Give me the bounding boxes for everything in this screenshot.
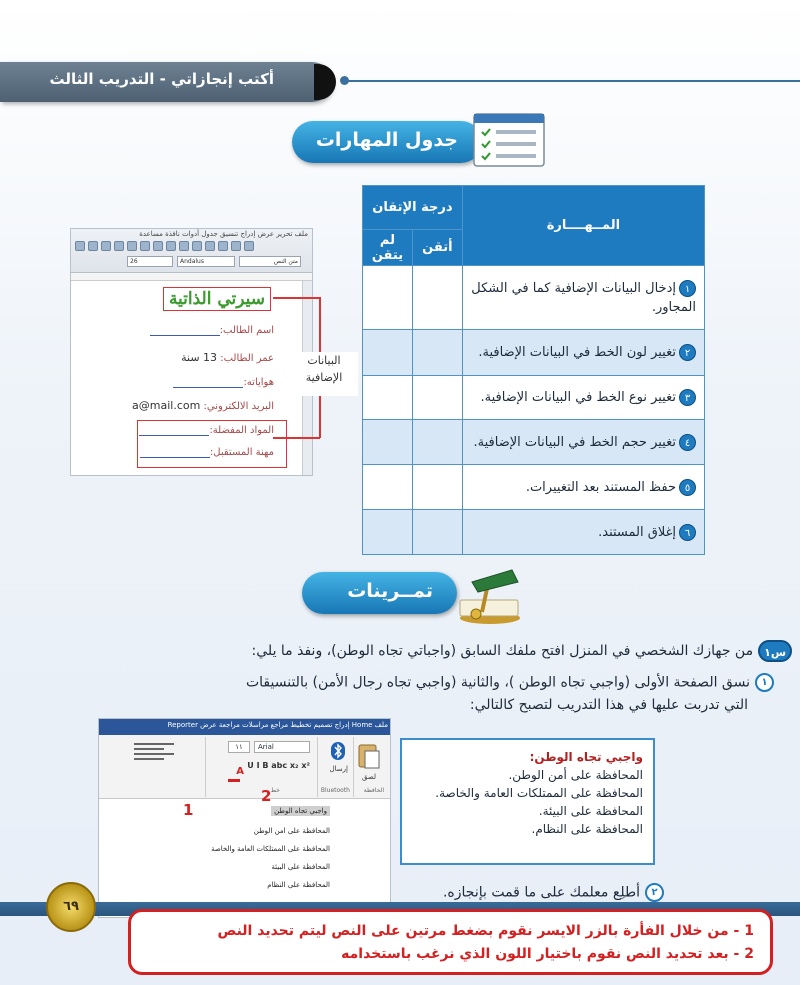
question-text: من جهازك الشخصي في المنزل افتح ملفك السابق (واجباتي تجاه الوطن)، ونفذ ما يلي: bbox=[251, 643, 754, 659]
cv-field: المواد المفضلة: bbox=[139, 425, 274, 436]
skill-cell bbox=[462, 376, 704, 420]
cv-tool-icons bbox=[75, 241, 308, 253]
row-number: ٢ bbox=[679, 344, 696, 361]
font-color-bar bbox=[228, 779, 240, 782]
font-size-box[interactable]: ١١ bbox=[228, 741, 250, 753]
skill-text: إغلاق المستند. bbox=[598, 524, 676, 540]
word-line: المحافظة على الممتلكات العامة والخاصة bbox=[211, 845, 330, 853]
skills-table bbox=[362, 185, 705, 555]
clipboard-group: الحافظة bbox=[363, 787, 384, 794]
skill-text: تغيير حجم الخط في البيانات الإضافية. bbox=[473, 434, 676, 450]
mastered-cell[interactable] bbox=[412, 376, 462, 420]
skills-banner-title: جدول المهارات bbox=[315, 129, 458, 151]
pointer-line bbox=[319, 297, 321, 352]
exercises-banner bbox=[302, 572, 457, 614]
font-format-buttons[interactable]: U I B abc x₂ x² bbox=[247, 761, 310, 770]
skill-cell bbox=[462, 465, 704, 510]
mastered-cell[interactable] bbox=[412, 330, 462, 376]
checklist-icon bbox=[472, 112, 548, 170]
word-line: المحافظة على امن الوطن bbox=[253, 827, 330, 835]
cv-ruler bbox=[71, 273, 312, 281]
mastered-cell[interactable] bbox=[412, 266, 462, 330]
additional-data-label: البيانات الإضافية bbox=[290, 352, 358, 396]
cv-field: مهنة المستقبل: bbox=[140, 447, 274, 458]
cv-style-box: متن النص bbox=[239, 256, 301, 267]
duties-item: المحافظة على النظام. bbox=[531, 822, 643, 836]
font-color-icon[interactable]: A bbox=[236, 766, 244, 777]
skills-banner bbox=[292, 121, 482, 163]
marker-2: 2 bbox=[261, 787, 272, 805]
not-mastered-cell[interactable] bbox=[363, 330, 413, 376]
bluetooth-group: Bluetooth bbox=[320, 787, 350, 794]
row-number: ٥ bbox=[679, 479, 696, 496]
step2-number: ٢ bbox=[645, 883, 664, 902]
word-line: المحافظة على البيئة bbox=[271, 863, 330, 871]
not-mastered-cell[interactable] bbox=[363, 465, 413, 510]
word-ribbon-tabs bbox=[99, 719, 390, 735]
exercises-banner-title: تمــرينات bbox=[347, 580, 433, 602]
row-number: ٤ bbox=[679, 434, 696, 451]
paste-icon bbox=[356, 741, 382, 771]
mastered-cell[interactable] bbox=[412, 465, 462, 510]
mastered-cell[interactable] bbox=[412, 420, 462, 465]
duties-box bbox=[400, 738, 655, 865]
font-group: خط bbox=[270, 787, 280, 794]
cv-field: اسم الطالب: bbox=[150, 325, 274, 336]
table-row bbox=[363, 420, 705, 465]
duties-item: المحافظة على الممتلكات العامة والخاصة. bbox=[435, 786, 643, 800]
not-mastered-header: لم يتقن bbox=[363, 230, 413, 266]
word-document-body bbox=[99, 799, 390, 917]
note-line-1: 1 - من خلال الفأرة بالزر الايسر نقوم بضغط مرتين على النص ليتم تحديد النص bbox=[217, 923, 754, 939]
note-line-2: 2 - بعد تحديد النص نقوم باختيار اللون الذي نرغب باستخدامه bbox=[341, 946, 754, 962]
header-divider bbox=[345, 80, 800, 82]
skill-text: إدخال البيانات الإضافية كما في الشكل المجاور. bbox=[471, 280, 696, 315]
skill-header: المــهــــارة bbox=[462, 186, 704, 266]
not-mastered-cell[interactable] bbox=[363, 510, 413, 555]
cv-title: سيرتي الذاتية bbox=[163, 287, 271, 311]
skill-text: تغيير نوع الخط في البيانات الإضافية. bbox=[480, 390, 676, 405]
pointer-line bbox=[273, 297, 320, 299]
mastered-header: أتقن bbox=[412, 230, 462, 266]
paragraph-buttons[interactable] bbox=[134, 743, 194, 773]
step2-line bbox=[443, 883, 664, 902]
word-screenshot bbox=[98, 718, 391, 918]
not-mastered-cell[interactable] bbox=[363, 266, 413, 330]
question-line bbox=[252, 640, 792, 662]
pointer-line bbox=[319, 396, 321, 438]
page-title: أكتب إنجازاتي - التدريب الثالث bbox=[49, 70, 274, 88]
duties-title: واجبي تجاه الوطن: bbox=[529, 750, 643, 764]
word-ribbon bbox=[99, 735, 390, 799]
cv-font-name-box: Andalus bbox=[177, 256, 235, 267]
not-mastered-cell[interactable] bbox=[363, 376, 413, 420]
cv-field: البريد الالكتروني: a@mail.com bbox=[132, 399, 274, 412]
word-line: المحافظة على النظام bbox=[267, 881, 330, 889]
table-row bbox=[363, 330, 705, 376]
page-number: ٦٩ bbox=[46, 882, 96, 932]
cv-field: عمر الطالب: 13 سنة bbox=[181, 351, 274, 364]
table-row bbox=[363, 266, 705, 330]
bluetooth-icon bbox=[330, 741, 346, 761]
skill-cell bbox=[462, 420, 704, 465]
row-number: ٣ bbox=[679, 389, 696, 406]
step1-number: ١ bbox=[755, 673, 774, 692]
table-row bbox=[363, 510, 705, 555]
cv-menu-bar: ملف تحرير عرض إدراج تنسيق جدول أدوات نافذة مساعدة bbox=[139, 230, 308, 238]
duties-item: المحافظة على أمن الوطن. bbox=[508, 768, 643, 782]
row-number: ٦ bbox=[679, 524, 696, 541]
step1-line bbox=[246, 673, 774, 692]
skill-cell bbox=[462, 330, 704, 376]
duties-item: المحافظة على البيئة. bbox=[538, 804, 643, 818]
cv-field: هواياته: bbox=[173, 377, 274, 388]
not-mastered-cell[interactable] bbox=[363, 420, 413, 465]
header-ribbon bbox=[0, 62, 332, 102]
step2-text: أطلِع معلمك على ما قمت بإنجازه. bbox=[442, 884, 640, 901]
skill-text: حفظ المستند بعد التغييرات. bbox=[525, 479, 676, 495]
step1-text: نسق الصفحة الأولى (واجبي تجاه الوطن )، والثانية (واجبي تجاه رجال الأمن) بالتنسيقات bbox=[245, 674, 750, 691]
teacher-note-box bbox=[128, 909, 773, 975]
mastered-cell[interactable] bbox=[412, 510, 462, 555]
question-badge: س١ bbox=[758, 640, 792, 662]
pointer-line bbox=[273, 437, 320, 439]
step1-line2: التي تدربت عليها في هذا التدريب لتصبح كالتالي: bbox=[469, 697, 748, 713]
table-row bbox=[363, 376, 705, 420]
row-number: ١ bbox=[679, 280, 696, 297]
cv-font-size-box: 26 bbox=[127, 256, 173, 267]
table-row bbox=[363, 465, 705, 510]
cv-font-bar bbox=[75, 256, 308, 267]
skill-cell bbox=[462, 510, 704, 555]
word-tab-row: ملف Home إدراج تصميم تخطيط مراجع مراسلات مراجعة عرض Reporter bbox=[167, 721, 388, 729]
send-label: إرسال bbox=[329, 765, 348, 773]
cv-toolbar bbox=[71, 229, 312, 273]
paste-label: لصق bbox=[361, 773, 376, 781]
word-line: واجبي تجاه الوطن bbox=[271, 807, 330, 815]
skill-text: تغيير لون الخط في البيانات الإضافية. bbox=[478, 345, 676, 360]
desk-lamp-icon bbox=[452, 560, 526, 626]
cv-page bbox=[77, 283, 304, 473]
mastery-header: درجة الإتقان bbox=[363, 186, 463, 230]
marker-1: 1 bbox=[183, 801, 194, 819]
skill-cell bbox=[462, 266, 704, 330]
font-name-box[interactable]: Arial bbox=[254, 741, 310, 753]
